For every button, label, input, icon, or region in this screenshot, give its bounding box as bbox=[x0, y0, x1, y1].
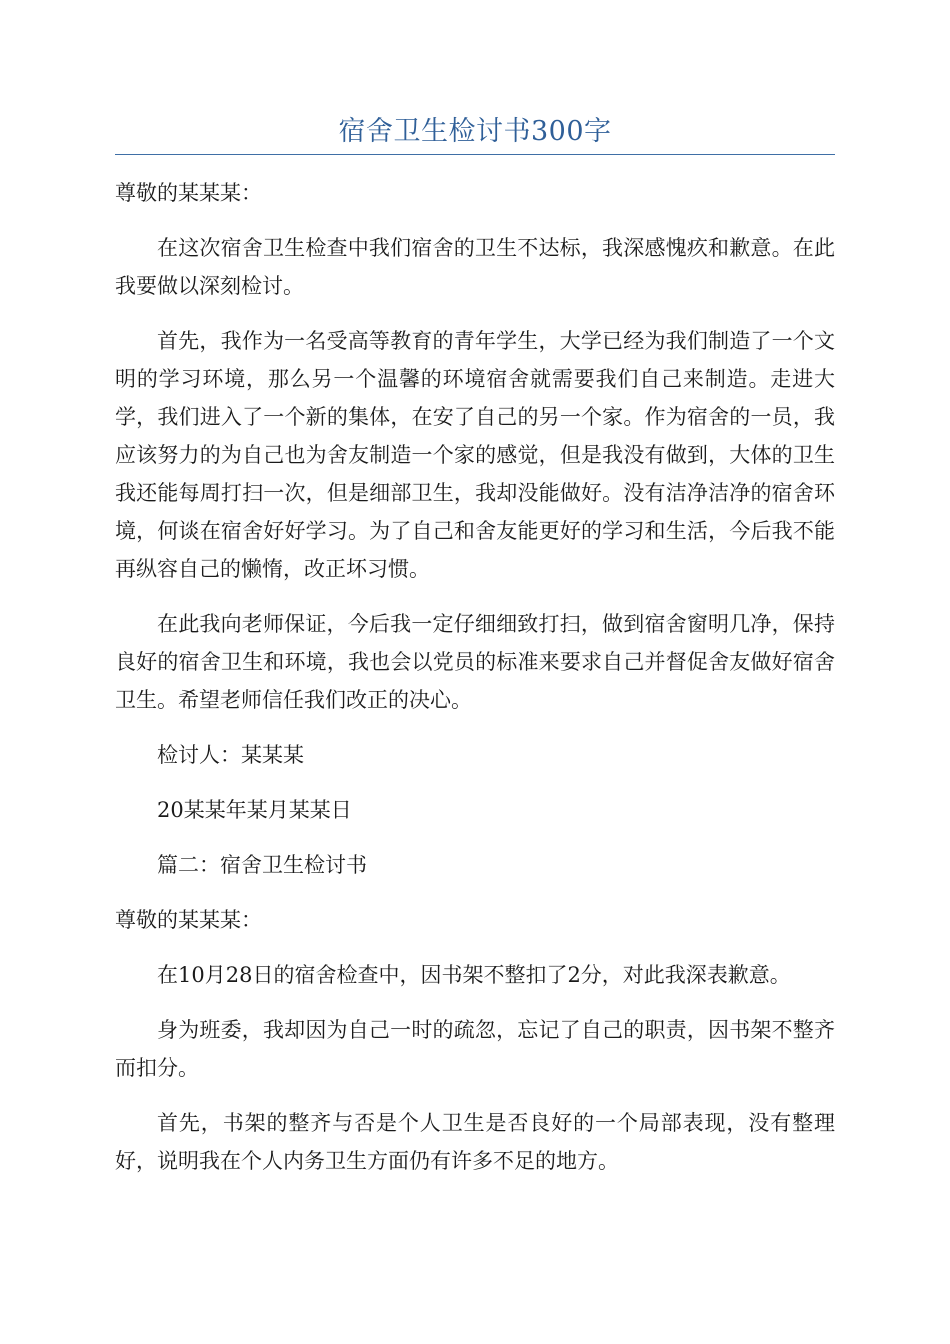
paragraph: 在10月28日的宿舍检查中，因书架不整扣了2分，对此我深表歉意。 bbox=[157, 963, 791, 987]
document-body bbox=[115, 174, 835, 1197]
section-heading: 篇二：宿舍卫生检讨书 bbox=[157, 853, 367, 877]
document-title: 宿舍卫生检讨书300字 bbox=[338, 116, 612, 147]
signature-line: 检讨人：某某某 bbox=[157, 743, 304, 767]
paragraph: 在这次宿舍卫生检查中我们宿舍的卫生不达标，我深感愧疚和歉意。在此我要做以深刻检讨。 bbox=[115, 236, 835, 298]
salutation: 尊敬的某某某： bbox=[115, 908, 262, 932]
date-line: 20某某年某月某某日 bbox=[157, 798, 352, 822]
paragraph: 首先，我作为一名受高等教育的青年学生，大学已经为我们制造了一个文明的学习环境，那么另一个温馨的环境宿舍就需要我们自己来制造。走进大学，我们进入了一个新的集体，在安了自己的另一个家。作为宿舍的一员，我应该努力的为自己也为舍友制造一个家的感觉，但是我没有做到，大体的卫生我还能每周打扫一次，但是细部卫生，我却没能做好。没有洁净洁净的宿舍环境，何谈在宿舍好好学习。为了自己和舍友能更好的学习和生活，今后我不能再纵容自己的懒惰，改正坏习惯。 bbox=[115, 329, 835, 581]
salutation: 尊敬的某某某： bbox=[115, 181, 262, 205]
paragraph: 身为班委，我却因为自己一时的疏忽，忘记了自己的职责，因书架不整齐而扣分。 bbox=[115, 1018, 835, 1080]
title-underline bbox=[115, 154, 835, 155]
paragraph: 在此我向老师保证，今后我一定仔细细致打扫，做到宿舍窗明几净，保持良好的宿舍卫生和环境，我也会以党员的标准来要求自己并督促舍友做好宿舍卫生。希望老师信任我们改正的决心。 bbox=[115, 612, 835, 712]
paragraph: 首先，书架的整齐与否是个人卫生是否良好的一个局部表现，没有整理好，说明我在个人内务卫生方面仍有许多不足的地方。 bbox=[115, 1111, 835, 1173]
